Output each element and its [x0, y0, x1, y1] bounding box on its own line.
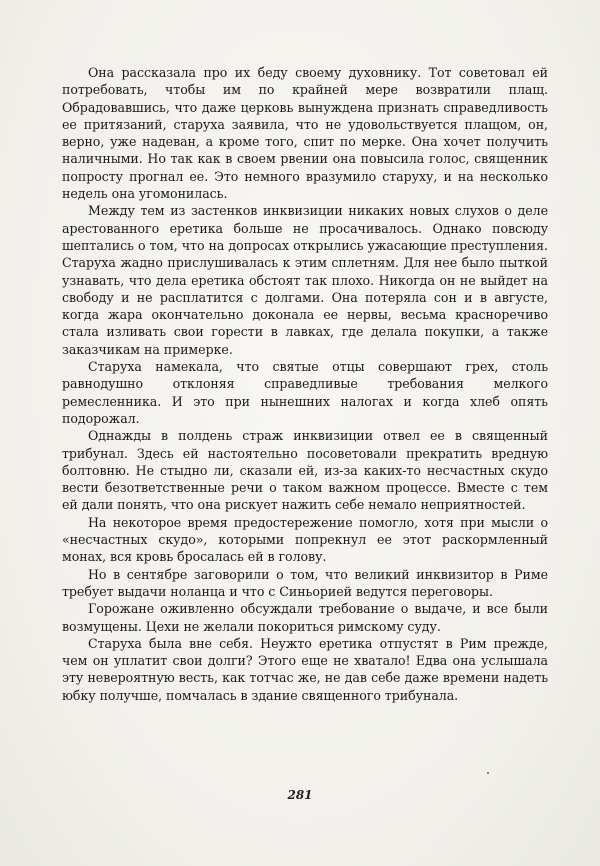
paragraph-8: Старуха была вне себя. Неужто еретика отпустят в Рим прежде, чем он уплатит свои долги? Этого еще не хватало! Едва она услышала эту невероятную весть, как тотчас же, не дав себе даже времени надеть юбку получше, помчалась в здание священного трибунала. [62, 635, 548, 703]
page-number: 281 [287, 788, 313, 802]
paragraph-6: Но в сентябре заговорили о том, что великий инквизитор в Риме требует выдачи ноланца и что с Синьорией ведутся переговоры. [62, 566, 548, 599]
paragraph-1: Она рассказала про их беду своему духовнику. Тот советовал ей потребовать, чтобы им по крайней мере возвратили плащ. Обрадовавшись, что даже церковь вынуждена признать справедливость ее притязаний, старуха заявила, что не удовольствуется плащом, он, верно, уже надеван, а кроме того, спит по мерке. Она хочет получить наличными. Но так как в своем рвении она повысила голос, священник попросту прогнал ее. Это немного вразумило старуху, и на несколько недель она угомонилась. [62, 65, 548, 202]
paragraph-5: На некоторое время предостережение помогло, хотя при мысли о «несчастных скудо», которыми попрекнул ее этот раскормленный монах, вся кровь бросалась ей в голову. [62, 514, 548, 565]
body-text [62, 64, 548, 704]
paragraph-4: Однажды в полдень страж инквизиции отвел ее в священный трибунал. Здесь ей настоятельно посоветовали прекратить вредную болтовню. Не стыдно ли, сказали ей, из-за каких-то несчастных скудо вести безответственные речи о таком важном процессе. Вместе с тем ей дали понять, что она рискует нажить себе немало неприятностей. [62, 428, 548, 513]
paragraph-7: Горожане оживленно обсуждали требование о выдаче, и все были возмущены. Цехи не желали покориться римскому суду. [62, 601, 548, 634]
paragraph-2: Между тем из застенков инквизиции никаких новых слухов о деле арестованного еретика больше не просачивалось. Однако повсюду шептались о том, что на допросах открылись ужасающие преступления. Старуха жадно прислушивалась к этим сплетням. Для нее было пыткой узнавать, что дела еретика обстоят так плохо. Никогда он не выйдет на свободу и не расплатится с долгами. Она потеряла сон и в августе, когда жара окончательно доконала ее нервы, весьма красноречиво стала изливать свои горести в лавках, где делала покупки, а также заказчикам на примерке. [62, 203, 548, 357]
print-speck [487, 772, 489, 774]
paragraph-3: Старуха намекала, что святые отцы совершают грех, столь равнодушно отклоняя справедливые требования мелкого ремесленника. И это при нынешних налогах и когда хлеб опять подорожал. [62, 359, 548, 426]
